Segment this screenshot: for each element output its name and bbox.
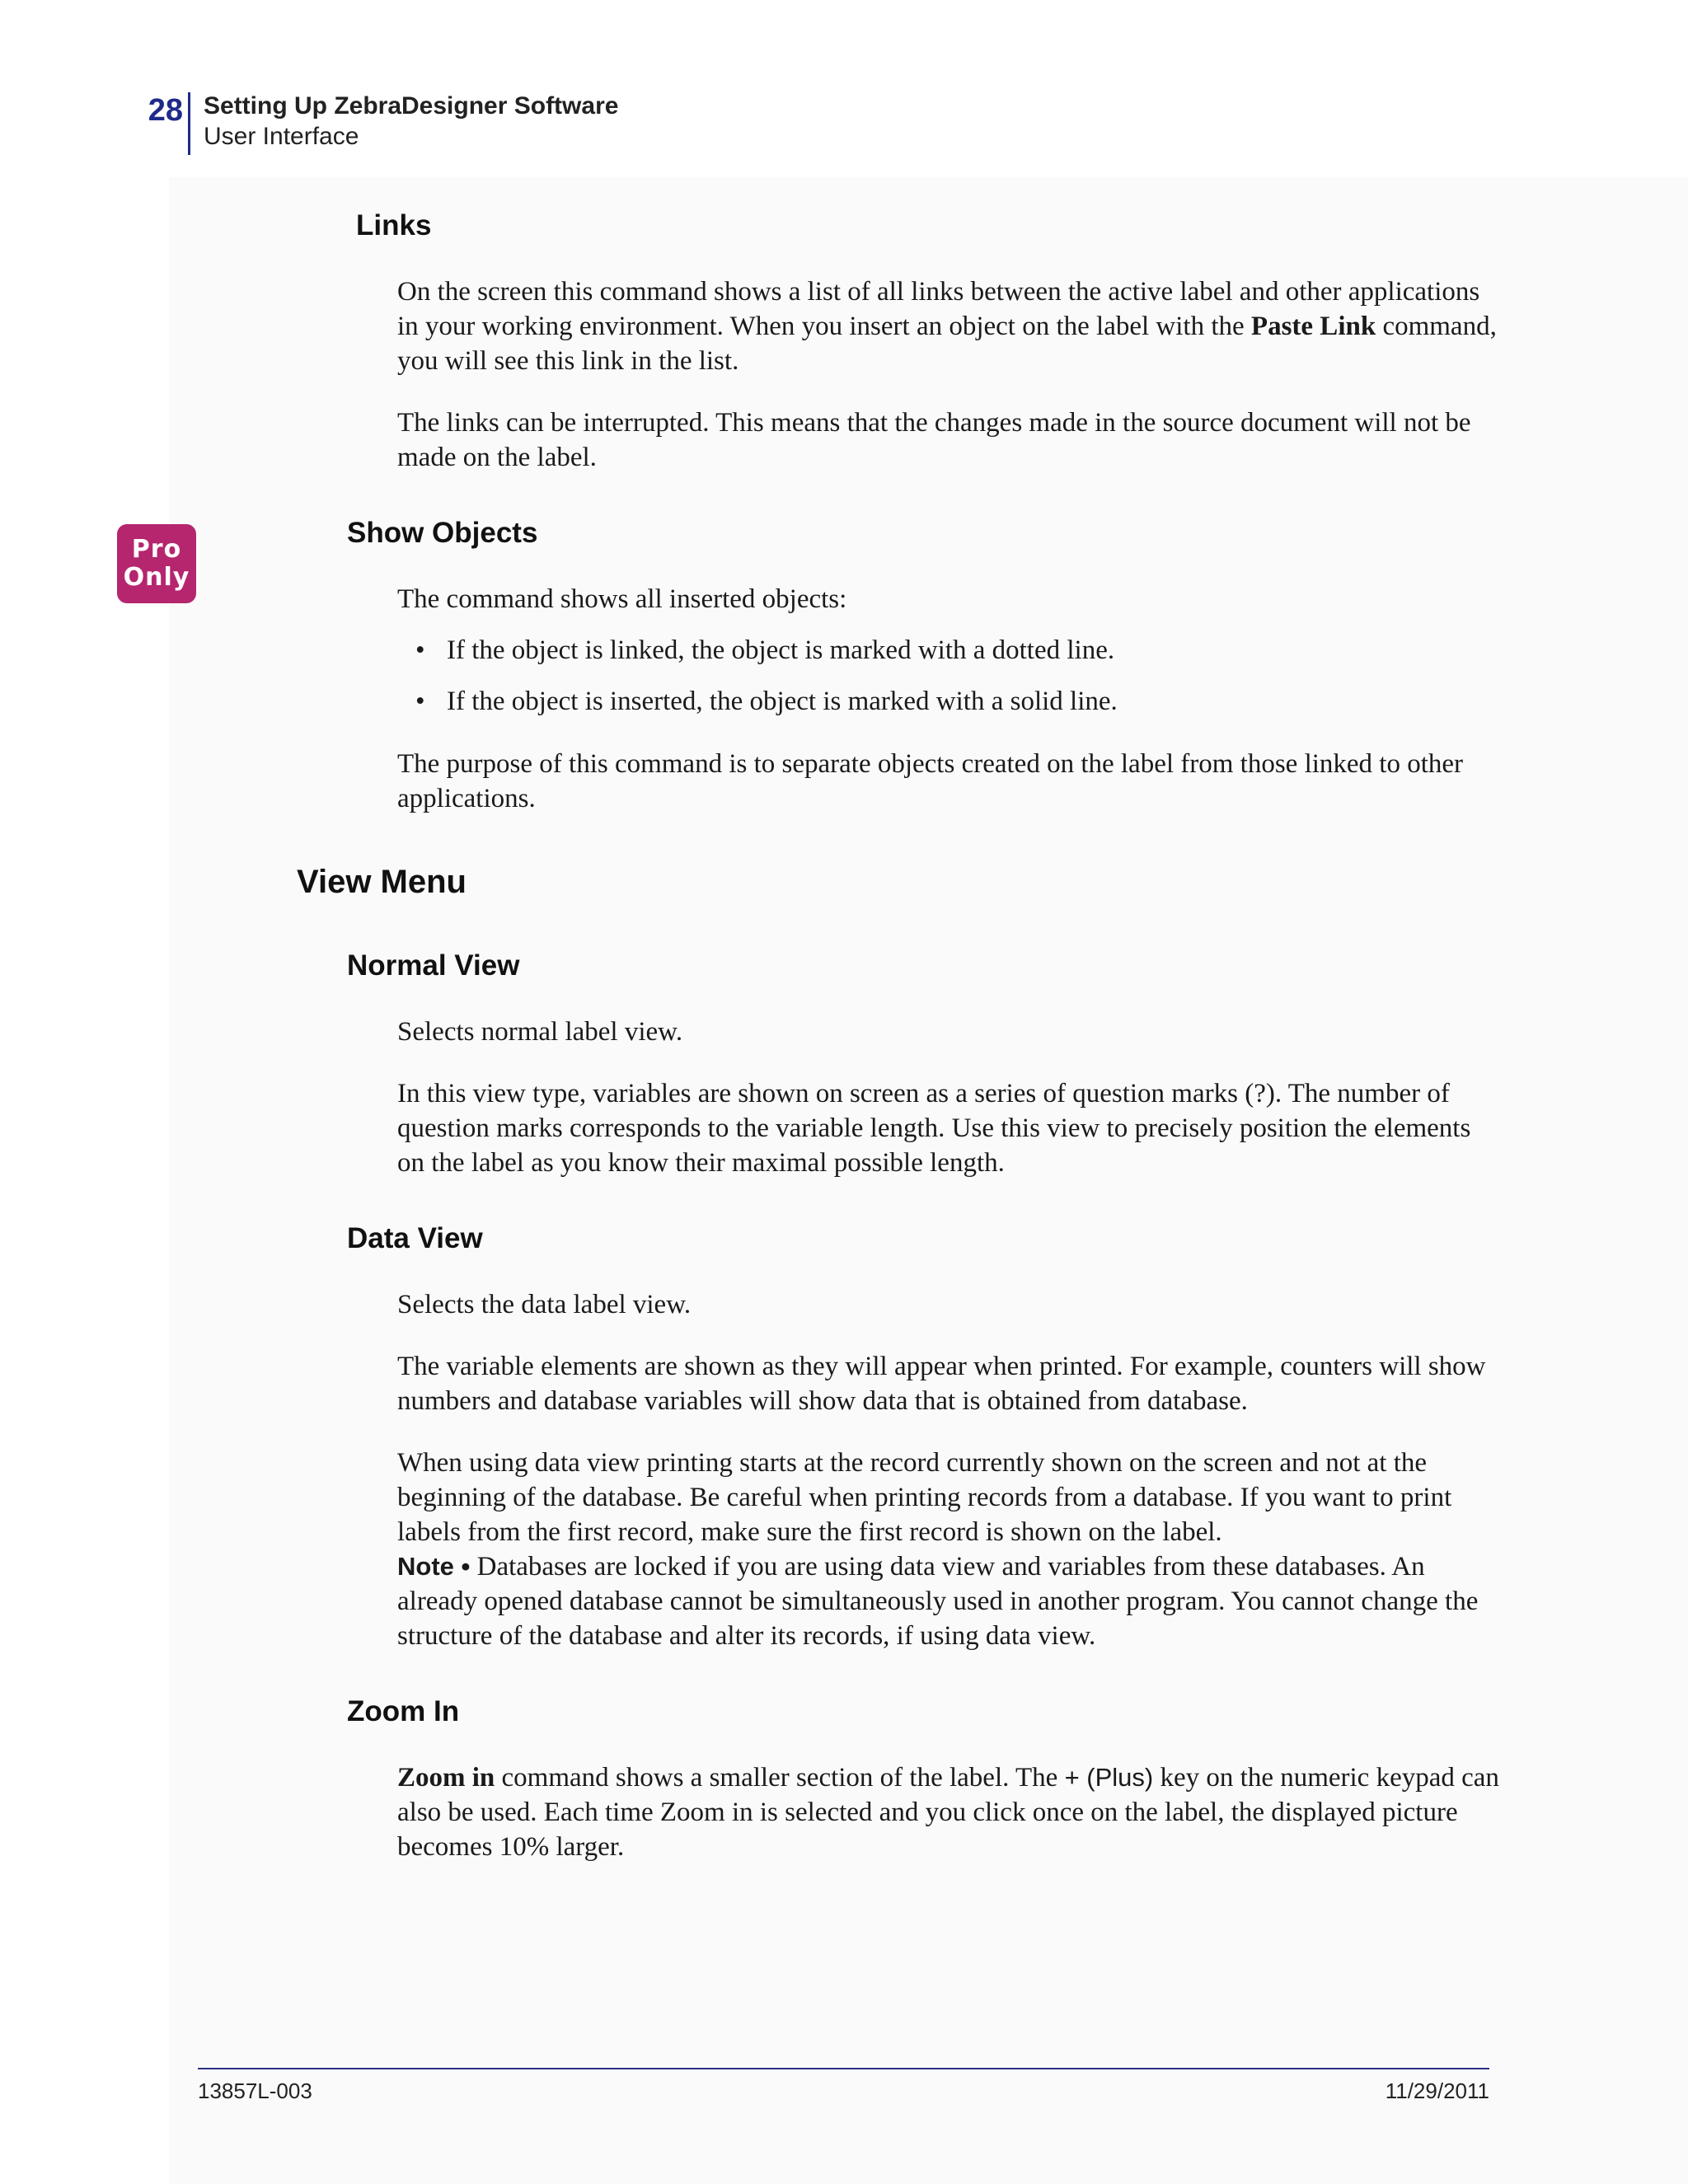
data-view-paragraph-3: When using data view printing starts at the record currently shown on the screen and not at the beginning of the database. Be careful when printing records from a database. If you want to print labels from the first record, make sure the first record is shown on the label. Note • Databases are locked if you are using data view and variables from these databases. An already opened database cannot be simultaneously used in another program. You cannot change the structure of the database and alter its records, if using data view.: [397, 1448, 1479, 1651]
links-heading: Links: [356, 209, 432, 241]
paste-link-term: Paste Link: [1250, 312, 1376, 341]
page-background: [169, 177, 1688, 2184]
list-item: • If the object is inserted, the object is marked with a solid line.: [415, 687, 1118, 716]
data-view-paragraph-1: Selects the data label view.: [397, 1290, 692, 1319]
document-date: 11/29/2011: [1385, 2079, 1489, 2103]
footer-divider: [198, 2068, 1489, 2069]
normal-view-paragraph-1: Selects normal label view.: [397, 1017, 683, 1047]
show-objects-purpose: The purpose of this command is to separate objects created on the label from those linked to other applications.: [397, 749, 1464, 813]
pro-badge-line1: Pro: [131, 535, 182, 564]
chapter-title: Setting Up ZebraDesigner Software: [204, 92, 619, 120]
show-objects-heading: Show Objects: [347, 517, 538, 549]
list-item: • If the object is linked, the object is marked with a dotted line.: [415, 635, 1115, 665]
data-view-paragraph-2: The variable elements are shown as they will appear when printed. For example, counters will show numbers and database variables will show data that is obtained from database.: [397, 1352, 1486, 1416]
normal-view-paragraph-2: In this view type, variables are shown on screen as a series of question marks (?). The number of question marks corresponds to the variable length. Use this view to precisely position the elements on the label as you know their maximal possible length.: [397, 1079, 1471, 1178]
zoom-in-heading: Zoom In: [347, 1695, 460, 1727]
zoom-in-paragraph: Zoom in command shows a smaller section of the label. The + (Plus) key on the numeric keypad can also be used. Each time Zoom in is selected and you click once on the label, the displayed picture becomes 10% larger.: [397, 1763, 1499, 1862]
view-menu-heading: View Menu: [297, 864, 467, 900]
section-title: User Interface: [204, 123, 359, 150]
data-view-heading: Data View: [347, 1222, 483, 1254]
normal-view-heading: Normal View: [347, 949, 520, 982]
note-label: Note •: [397, 1552, 471, 1581]
show-objects-intro: The command shows all inserted objects:: [397, 584, 847, 614]
document-number: 13857L-003: [198, 2079, 312, 2103]
links-paragraph-2: The links can be interrupted. This means that the changes made in the source document will not be made on the label.: [397, 408, 1471, 472]
pro-badge-line2: Only: [123, 563, 190, 592]
links-paragraph-1: On the screen this command shows a list of all links between the active label and other applications in your working environment. When you insert an object on the label with the Paste Link command, you will see this link in the list.: [397, 277, 1497, 376]
zoom-in-term: Zoom in: [397, 1763, 495, 1793]
pro-only-badge: [117, 524, 196, 603]
show-objects-bullet-list: [397, 633, 1502, 735]
page-number: 28: [148, 93, 183, 128]
plus-key: + (Plus): [1064, 1763, 1154, 1792]
note-text: Databases are locked if you are using data view and variables from these databases. An already opened database cannot be simultaneously used in another program. You cannot change the structure of the database and alter its records, if using data view.: [397, 1552, 1479, 1651]
header-divider: [188, 92, 190, 155]
